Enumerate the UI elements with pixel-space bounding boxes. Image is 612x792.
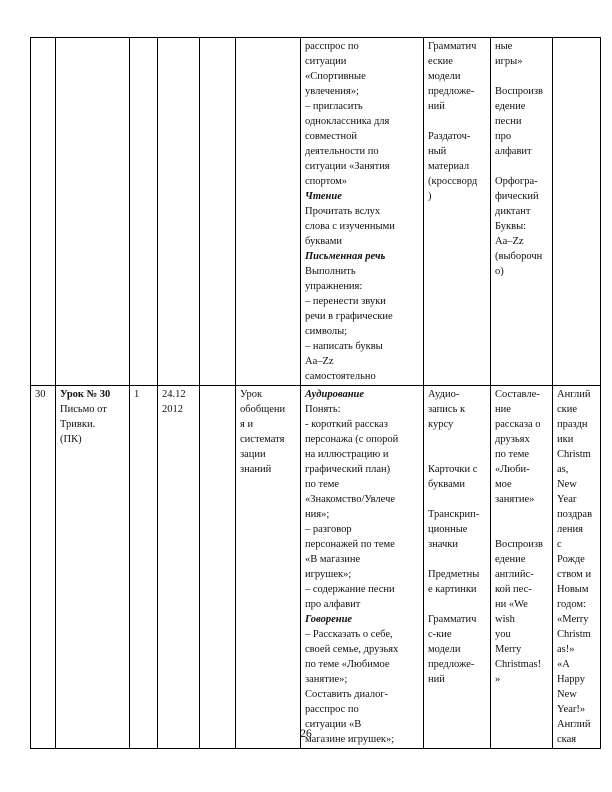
cell-line: 24.12	[162, 389, 186, 400]
spacer	[495, 159, 550, 174]
section-heading: Чтение	[305, 191, 342, 202]
cell-line: обобщени	[240, 404, 286, 415]
cell-line: увлечения»;	[305, 86, 359, 97]
cell-line: символы;	[305, 326, 348, 337]
cell-line: New	[557, 689, 577, 700]
cell-line: Воспроизв	[495, 86, 544, 97]
cell-line: Урок № 30	[60, 389, 111, 400]
cell-line: слова с изученными	[305, 221, 395, 232]
cell-line: )	[428, 191, 432, 202]
cell-line: you	[495, 629, 511, 640]
cell-line: годом:	[557, 599, 586, 610]
cell-line: мое	[495, 479, 512, 490]
cell-line: самостоятельно	[305, 371, 376, 382]
cell-line: New	[557, 479, 577, 490]
cell-line: (выборочн	[495, 251, 543, 262]
cell-line: ики	[557, 434, 574, 445]
cell-line: Карточки с	[428, 464, 478, 475]
cell-line: с	[557, 539, 562, 550]
cell-line: поздрав	[557, 509, 593, 520]
cell-line: «A	[557, 659, 570, 670]
cell-lesson-type	[236, 38, 301, 386]
cell-lesson-type	[236, 386, 301, 749]
cell-line: одноклассника для	[305, 116, 390, 127]
cell-control	[491, 386, 553, 749]
cell-line: персонажа (с опорой	[305, 434, 399, 445]
cell-line: – перенести звуки	[305, 296, 386, 307]
cell-line: Урок	[240, 389, 263, 400]
cell-line: Christm	[557, 449, 591, 460]
cell-line: значки	[428, 539, 459, 550]
cell-number	[31, 386, 56, 749]
cell-line: ситуации «Занятия	[305, 161, 390, 172]
cell-fact-date	[200, 38, 236, 386]
cell-line: магазине игрушек»;	[305, 734, 395, 745]
cell-line: праздн	[557, 419, 588, 430]
cell-line: про	[495, 131, 512, 142]
cell-line: ские	[557, 404, 578, 415]
cell-line: Англий	[557, 719, 591, 730]
cell-line: «Merry	[557, 614, 589, 625]
cell-line: знаний	[240, 464, 272, 475]
cell-line: Christm	[557, 629, 591, 640]
cell-line: запись к	[428, 404, 466, 415]
cell-control	[491, 38, 553, 386]
cell-line: ционные	[428, 524, 468, 535]
cell-line: Составле-	[495, 389, 540, 400]
cell-line: Тривки.	[60, 419, 96, 430]
cell-line: по теме	[495, 449, 530, 460]
cell-line: едение	[495, 101, 526, 112]
cell-line: Happy	[557, 674, 585, 685]
cell-line: – содержание песни	[305, 584, 395, 595]
spacer	[428, 114, 488, 129]
cell-number	[31, 38, 56, 386]
cell-line: - короткий рассказ	[305, 419, 388, 430]
cell-line: Выполнить	[305, 266, 356, 277]
section-heading: Письменная речь	[305, 251, 386, 262]
cell-line: ние	[495, 404, 511, 415]
cell-date	[158, 38, 200, 386]
cell-line: песни	[495, 116, 522, 127]
cell-activities	[301, 38, 424, 386]
cell-line: Merry	[495, 644, 522, 655]
cell-line: модели	[428, 71, 461, 82]
cell-line: упражнения:	[305, 281, 363, 292]
table-row	[31, 38, 601, 386]
cell-line: Письмо от	[60, 404, 107, 415]
cell-line: материал	[428, 161, 470, 172]
cell-line: про алфавит	[305, 599, 361, 610]
cell-line: алфавит	[495, 146, 532, 157]
cell-lesson-title	[56, 386, 130, 749]
cell-line: Рожде	[557, 554, 585, 565]
cell-line: ни «We	[495, 599, 528, 610]
cell-line: Грамматич	[428, 41, 477, 52]
section-heading: Аудирование	[305, 389, 365, 400]
cell-line: ская	[557, 734, 577, 745]
cell-line: Транскрип-	[428, 509, 480, 520]
cell-line: ством и	[557, 569, 592, 580]
cell-line: английс-	[495, 569, 534, 580]
cell-line: – написать буквы	[305, 341, 383, 352]
cell-line: речи в графические	[305, 311, 393, 322]
cell-line: ситуации	[305, 56, 347, 67]
cell-line: ный	[428, 146, 447, 157]
cell-line: Прочитать вслух	[305, 206, 381, 217]
cell-line: графический план)	[305, 464, 391, 475]
cell-line: о)	[495, 266, 504, 277]
cell-date	[158, 386, 200, 749]
cell-line: Aa–Zz	[495, 236, 524, 247]
cell-line: на иллюстрацию и	[305, 449, 389, 460]
section-heading: Говорение	[305, 614, 353, 625]
cell-line: систематя	[240, 434, 285, 445]
spacer	[428, 597, 488, 612]
cell-activities	[301, 386, 424, 749]
cell-line: ний	[428, 674, 445, 685]
cell-extra	[553, 38, 601, 386]
spacer	[495, 69, 550, 84]
cell-line: – пригласить	[305, 101, 363, 112]
cell-line: буквами	[305, 236, 343, 247]
cell-line: 2012	[162, 404, 183, 415]
page-number: 26	[300, 728, 312, 740]
cell-line: «Спортивные	[305, 71, 366, 82]
cell-line: еские	[428, 56, 453, 67]
cell-line: деятельности по	[305, 146, 379, 157]
cell-extra	[553, 386, 601, 749]
cell-line: диктант	[495, 206, 531, 217]
cell-line: wish	[495, 614, 515, 625]
cell-line: я и	[240, 419, 254, 430]
cell-line: персонажей по теме	[305, 539, 395, 550]
cell-line: ситуации «В	[305, 719, 362, 730]
spacer	[428, 552, 488, 567]
cell-line: «Знакомство/Увлече	[305, 494, 396, 505]
cell-line: Раздаточ-	[428, 131, 471, 142]
cell-line: Понять:	[305, 404, 341, 415]
cell-line: занятие»;	[305, 674, 348, 685]
cell-line: Англий	[557, 389, 591, 400]
cell-line: as,	[557, 464, 569, 475]
cell-line: зации	[240, 449, 266, 460]
cell-line: своей семье, друзьях	[305, 644, 399, 655]
cell-line: «В магазине	[305, 554, 361, 565]
cell-line: занятие»	[495, 494, 535, 505]
lesson-hours: 1	[134, 389, 140, 400]
spacer	[428, 432, 488, 462]
cell-fact-date	[200, 386, 236, 749]
spacer	[428, 492, 488, 507]
cell-line: Составить диалог-	[305, 689, 389, 700]
cell-line: Christmas!	[495, 659, 542, 670]
cell-line: фический	[495, 191, 539, 202]
table-row	[31, 386, 601, 749]
cell-line: игрушек»;	[305, 569, 352, 580]
cell-line: Aa–Zz	[305, 356, 334, 367]
cell-lesson-title	[56, 38, 130, 386]
cell-line: ления	[557, 524, 583, 535]
cell-line: Year!»	[557, 704, 586, 715]
cell-line: Аудио-	[428, 389, 460, 400]
cell-line: расспрос по	[305, 704, 359, 715]
cell-line: «Люби-	[495, 464, 530, 475]
cell-line: Орфогра-	[495, 176, 538, 187]
cell-line: Грамматич	[428, 614, 477, 625]
cell-line: – разговор	[305, 524, 352, 535]
cell-line: совместной	[305, 131, 357, 142]
cell-line: модели	[428, 644, 461, 655]
cell-line: ния»;	[305, 509, 330, 520]
cell-line: Новым	[557, 584, 589, 595]
cell-line: предложе-	[428, 86, 475, 97]
cell-line: ний	[428, 101, 445, 112]
cell-hours	[130, 38, 158, 386]
lesson-number: 30	[35, 389, 46, 400]
cell-materials	[424, 386, 491, 749]
spacer	[495, 507, 550, 537]
cell-line: (ПК)	[60, 434, 82, 445]
cell-line: расспрос по	[305, 41, 359, 52]
cell-line: Year	[557, 494, 577, 505]
cell-line: кой пес-	[495, 584, 532, 595]
cell-line: Предметны	[428, 569, 480, 580]
cell-line: друзьях	[495, 434, 530, 445]
cell-line: рассказа о	[495, 419, 541, 430]
cell-line: с-кие	[428, 629, 452, 640]
cell-line: е картинки	[428, 584, 477, 595]
cell-line: игры»	[495, 56, 523, 67]
cell-line: Буквы:	[495, 221, 527, 232]
cell-line: (кроссворд	[428, 176, 478, 187]
cell-materials	[424, 38, 491, 386]
cell-line: as!»	[557, 644, 575, 655]
cell-line: предложе-	[428, 659, 475, 670]
cell-line: Воспроизв	[495, 539, 544, 550]
cell-line: ные	[495, 41, 513, 52]
cell-line: »	[495, 674, 501, 685]
cell-line: по теме «Любимое	[305, 659, 390, 670]
cell-line: едение	[495, 554, 526, 565]
lesson-plan-table	[30, 37, 601, 749]
cell-line: – Рассказать о себе,	[305, 629, 393, 640]
cell-hours	[130, 386, 158, 749]
cell-line: по теме	[305, 479, 340, 490]
cell-line: курсу	[428, 419, 454, 430]
cell-line: спортом»	[305, 176, 348, 187]
cell-line: буквами	[428, 479, 466, 490]
